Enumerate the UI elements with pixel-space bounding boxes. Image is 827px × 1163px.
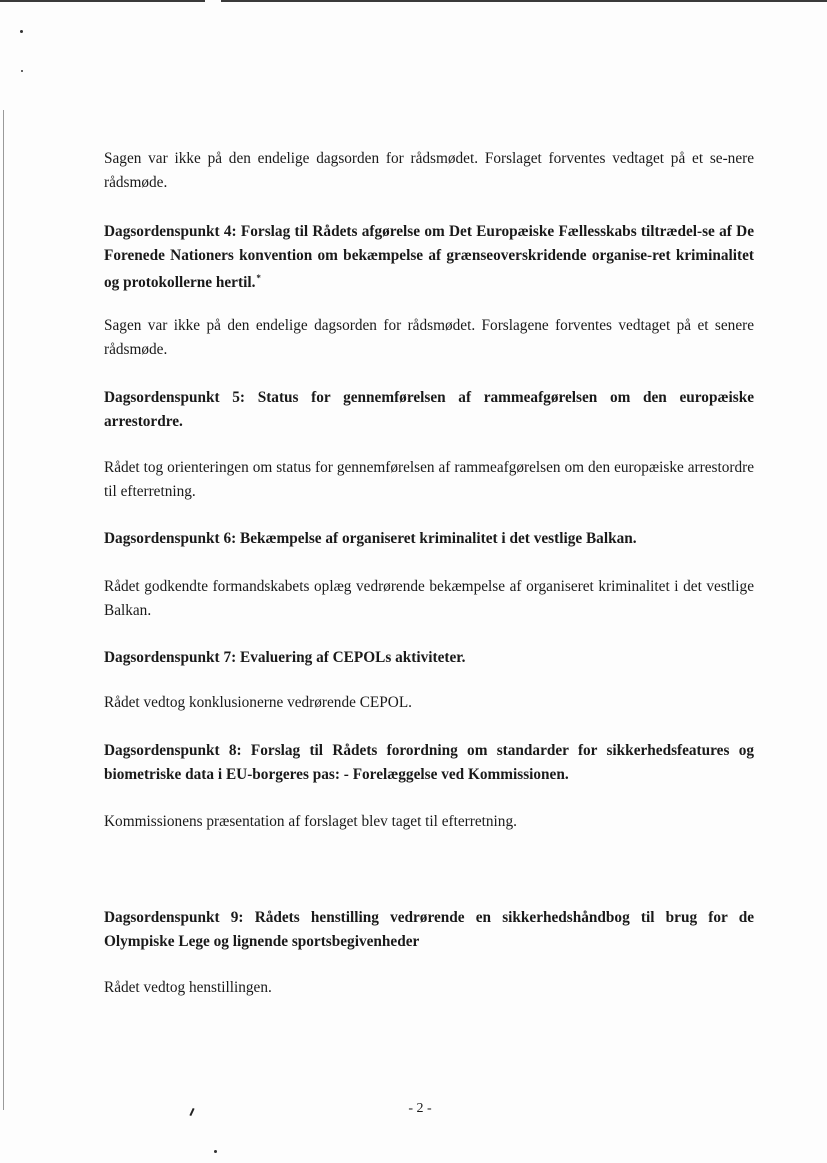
scan-pen-mark [189, 1108, 194, 1116]
scan-speck [20, 30, 23, 33]
paragraph-item9-status: Rådet vedtog henstillingen. [104, 979, 272, 996]
agenda-item-4-heading [104, 220, 754, 295]
footnote-mark: * [256, 273, 261, 283]
agenda-item-7-heading: Dagsordenspunkt 7: Evaluering af CEPOLs aktiviteter. [104, 649, 466, 666]
paragraph-item4-status: Sagen var ikke på den endelige dagsorden for rådsmødet. Forslagene forventes vedtaget på et senere rådsmøde. [104, 317, 754, 358]
scan-top-edge [0, 0, 827, 2]
agenda-item-6-heading: Dagsordenspunkt 6: Bekæmpelse af organiseret kriminalitet i det vestlige Balkan. [104, 530, 637, 547]
paragraph-item8-status: Kommissionens præsentation af forslaget blev taget til efterretning. [104, 813, 517, 830]
paragraph-item5-status: Rådet tog orienteringen om status for gennemførelsen af rammeafgørelsen om den europæiske arrestordre til efterretning. [104, 459, 754, 500]
paragraph-item6-status: Rådet godkendte formandskabets oplæg vedrørende bekæmpelse af organiseret kriminalitet i det vestlige Balkan. [104, 578, 754, 619]
agenda-item-4-heading-text: Dagsordenspunkt 4: Forslag til Rådets afgørelse om Det Europæiske Fællesskabs tiltrædel-se af De Forenede Nationers konvention om bekæmpelse af grænseoverskridende organise-ret kriminalitet og protokollerne hertil. [104, 223, 754, 291]
scan-left-edge [3, 110, 4, 1110]
scan-top-edge-gap [205, 0, 221, 3]
scan-speck [21, 70, 23, 72]
scan-speck [214, 1150, 217, 1153]
page-number: - 2 - [408, 1101, 432, 1116]
agenda-item-8-heading: Dagsordenspunkt 8: Forslag til Rådets forordning om standarder for sikkerhedsfeatures og biometriske data i EU-borgeres pas: - Forelæggelse ved Kommissionen. [104, 742, 754, 783]
agenda-item-9-heading: Dagsordenspunkt 9: Rådets henstilling vedrørende en sikkerhedshåndbog til brug for de Olympiske Lege og lignende sportsbegivenheder [104, 909, 754, 950]
paragraph-item3-status: Sagen var ikke på den endelige dagsorden for rådsmødet. Forslaget forventes vedtaget på et se-nere rådsmøde. [104, 150, 754, 191]
agenda-item-5-heading: Dagsordenspunkt 5: Status for gennemførelsen af rammeafgørelsen om den europæiske arrestordre. [104, 389, 754, 430]
paragraph-item7-status: Rådet vedtog konklusionerne vedrørende CEPOL. [104, 694, 412, 711]
